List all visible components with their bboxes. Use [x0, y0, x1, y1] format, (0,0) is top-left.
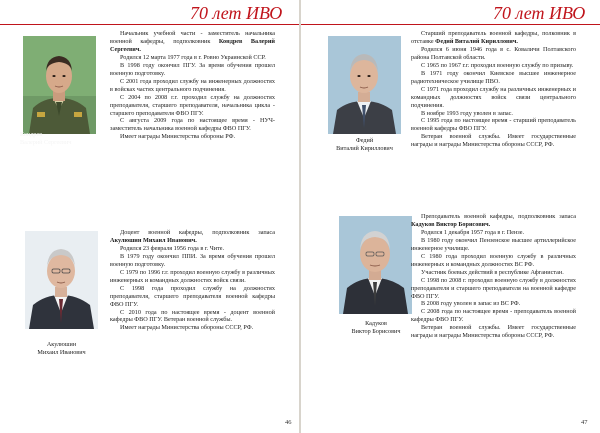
caption-surname: Кондрев: [20, 131, 43, 138]
header-rule: [0, 24, 299, 25]
portrait-caption: [322, 137, 407, 153]
caption-name: Валерий Сергеевич: [20, 139, 72, 147]
bio-paragraph: Имеет награды Министерства обороны СССР, РФ.: [120, 324, 254, 332]
right-page: [301, 0, 600, 433]
bio-paragraph: Родился 23 февраля 1956 года в г. Чите.: [120, 244, 225, 252]
bio-text-fediy: [411, 30, 576, 149]
bio-paragraph: В 1980 году окончил Пензенское высшее артиллерийское инженерное училище.: [411, 236, 576, 252]
portrait-caption: [335, 320, 417, 336]
portrait-caption: [18, 341, 105, 357]
portrait-photo: [339, 216, 412, 314]
bio-text-akulyushin: [110, 229, 275, 332]
bio-paragraph: В 1998 году окончил ПГУ. За время обучения прошел военную подготовку.: [110, 61, 275, 77]
bio-paragraph: В 1971 году окончил Киевское высшее инженерное радиотехническое училище ПВО.: [411, 69, 576, 85]
bio-paragraph: С 1980 года проходил военную службу в различных инженерных и командных должностях ВС РФ.: [411, 252, 576, 268]
bio-text-kadukov: [411, 213, 576, 340]
caption-surname: Кадуков: [365, 320, 387, 327]
bio-paragraph: Родился 6 июня 1946 года в с. Коваличи Полтавского района Полтавской области.: [411, 45, 576, 61]
bio-paragraph: Ветеран военной службы. Имеет государственные награды и награды Министерства обороны СССР, РФ.: [411, 133, 576, 149]
portrait-caption: [18, 131, 101, 147]
bio-paragraph: В ноябре 1993 году уволен в запас.: [421, 109, 513, 117]
bio-paragraph: С 1995 года по настоящее время - старший преподаватель военной кафедры ФВО ПГУ.: [411, 117, 576, 133]
bio-paragraph: С 2004 по 2008 г.г. проходил службу на должностях преподавателя, старшего преподавателя, начальника цикла - старшего преподавателя ФВО ПГУ.: [110, 93, 275, 117]
bio-paragraph: Родился 1 декабря 1957 года в г. Пензе.: [421, 228, 525, 236]
bio-paragraph: Начальник учебной части - заместитель начальника военной кафедры, подполковник Кондрев Валерий Сергеевич.: [110, 30, 275, 53]
bio-paragraph: В 2008 году уволен в запас из ВС РФ.: [421, 300, 521, 308]
caption-name: Виталий Кириллович: [336, 145, 393, 153]
bio-paragraph: Доцент военной кафедры, подполковник запаса Акулюшин Михаил Иванович.: [110, 229, 275, 244]
left-page: [0, 0, 299, 433]
page-number: 47: [581, 419, 588, 426]
bio-paragraph: Имеет награды Министерства обороны РФ.: [120, 133, 236, 141]
bio-paragraph: С 1965 по 1967 г.г. проходил военную службу по призыву.: [421, 61, 574, 69]
page-number: 46: [285, 419, 292, 426]
portrait-photo: [25, 231, 98, 329]
bio-paragraph: С 1998 года проходил службу на должностях преподавателя, старшего преподавателя военной кафедры ФВО ПГУ.: [110, 284, 275, 308]
bio-paragraph: С августа 2009 года по настоящее время - НУЧ- заместитель начальника военной кафедры ФВО ПГУ.: [110, 117, 275, 133]
header-title: 70 лет ИВО: [190, 3, 283, 23]
bio-paragraph: Старший преподаватель военной кафедры, полковник в отставке Федий Виталий Кириллович.: [411, 30, 576, 45]
bio-paragraph: В 1979 году окончил ППИ. За время обучения прошел военную подготовку.: [110, 252, 275, 268]
bio-paragraph: С 2010 года по настоящее время - доцент военной кафедры ФВО ПГУ. Ветеран военной службы.: [110, 308, 275, 324]
caption-surname: Федий: [355, 137, 374, 144]
header-title: 70 лет ИВО: [493, 3, 586, 23]
bio-paragraph: С 1971 года проходил службу на различных инженерных и командных должностях войск связи центрального подчинения.: [411, 85, 576, 109]
bio-paragraph: С 2008 года по настоящее время - преподаватель военной кафедры ФВО ПГУ.: [411, 308, 576, 324]
bio-paragraph: Ветеран военной службы. Имеет государственные награды и награды Министерства обороны СССР, РФ.: [411, 324, 576, 340]
bio-paragraph: С 1979 по 1996 г.г. проходил военную службу в различных инженерных и командных должностях войск связи.: [110, 268, 275, 284]
caption-surname: Акулюшин: [46, 341, 77, 348]
bio-paragraph: Участник боевых действий в республике Афганистан.: [421, 268, 564, 276]
bio-paragraph: С 2001 года проходил службу на инженерных должностях в войсках частях центрального подчинения.: [110, 77, 275, 93]
portrait-photo: [328, 36, 401, 134]
bio-paragraph: Родился 12 марта 1977 года в г. Ровно Украинской ССР.: [120, 53, 266, 61]
header-rule: [301, 24, 600, 25]
bio-paragraph: Преподаватель военной кафедры, подполковник запаса Кадуков Виктор Борисович.: [411, 213, 576, 228]
caption-name: Михаил Иванович: [37, 349, 86, 357]
portrait-photo: [23, 36, 96, 134]
bio-text-kondrev: [110, 30, 275, 141]
caption-name: Виктор Борисович: [351, 328, 401, 336]
bio-paragraph: С 1998 по 2008 г. проходил военную службу в должностях преподавателя и старшего преподавателя на военной кафедре ФВО ПГУ.: [411, 276, 576, 300]
